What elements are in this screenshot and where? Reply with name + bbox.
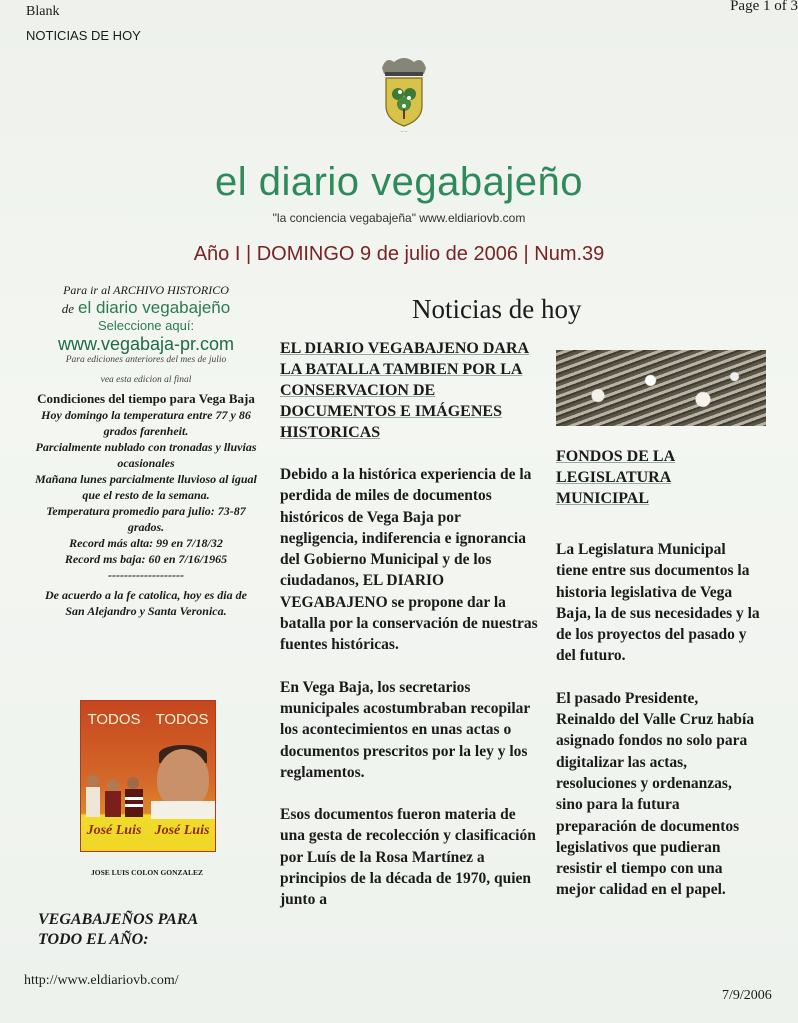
slogan-line: VEGABAJEÑOS PARA	[38, 911, 199, 928]
sidebar	[34, 283, 258, 619]
weather-line: Hoy domingo la temperatura entre 77 y 86 grados farenheit.	[41, 408, 251, 438]
article-legislatura	[556, 350, 796, 901]
previous-editions-note: Para ediciones anteriores del mes de julio	[65, 355, 227, 365]
article-paragraph: Esos documentos fueron materia de una gesta de recolección y clasificación por Luís de la Rosa Martínez a principios de la década de 1970, quien junto a	[280, 806, 536, 909]
masthead-tagline: "la conciencia vegabajeña" www.eldiariovb.com	[272, 211, 526, 225]
archive-de: de	[61, 301, 75, 316]
weather-title: Condiciones del tiempo para Vega Baja	[37, 391, 255, 406]
article-paragraph: Debido a la histórica experiencia de la perdida de miles de documentos históricos de Vega Baja por negligencia, indiferencia e ignorancia del Gobierno Municipal y de los ciudadanos, EL DIARIO VEGABAJENO se propone dar la batalla por la conservación de nuestras fuentes históricas.	[280, 466, 538, 654]
archive-link-name[interactable]: el diario vegabajeño	[78, 298, 231, 317]
page-indicator: Page 1 of 3	[730, 0, 798, 14]
archive-name-line	[34, 298, 258, 318]
masthead-title: el diario vegabajeño	[214, 160, 584, 204]
weather-line: Temperatura promedio para julio: 73-87 grados.	[46, 504, 246, 534]
ad-caption: JOSE LUIS COLON GONZALEZ	[91, 868, 203, 877]
candidate-portrait	[157, 749, 209, 809]
dateline: Año I | DOMINGO 9 de julio de 2006 | Num.39	[193, 243, 605, 265]
header-section-title: NOTICIAS DE HOY	[26, 28, 141, 43]
divider-dashes: -------------------	[108, 568, 184, 582]
campaign-ad-image	[80, 700, 216, 852]
see-end-note: vea esta edicion al final	[100, 375, 192, 385]
header-label-blank: Blank	[26, 4, 60, 19]
coat-of-arms-icon	[376, 54, 432, 134]
saint-of-day: De acuerdo a la fe catolica, hoy es dia de San Alejandro y Santa Veronica.	[45, 588, 247, 618]
article-conservacion	[280, 338, 542, 911]
weather-line: Record ms baja: 60 en 7/16/1965	[64, 552, 228, 566]
slogan-line: TODO EL AÑO:	[38, 931, 149, 948]
article-paragraph: En Vega Baja, los secretarios municipales acostumbraban recopilar los acontecimientos en unas actas o documentos prescritos por la ley y los reglamentos.	[280, 678, 531, 781]
article-paragraph: La Legislatura Municipal tiene entre sus documentos la historia legislativa de Vega Baja, la de sus necesidades y la de los proyectos del pasado y del futuro.	[556, 541, 760, 665]
supporters-icon	[83, 773, 147, 817]
weather-line: Parcialmente nublado con tronadas y lluvias ocasionales	[35, 440, 257, 470]
archive-url-link[interactable]: www.vegabaja-pr.com	[57, 334, 235, 354]
svg-text:~ ~: ~ ~	[400, 130, 408, 134]
ad-logo: José Luis	[154, 823, 210, 838]
weather-line: Record más alta: 99 en 7/18/32	[69, 536, 223, 550]
section-title: Noticias de hoy	[412, 294, 582, 324]
footer-url: http://www.eldiariovb.com/	[24, 973, 179, 988]
archive-intro: Para ir al ARCHIVO HISTORICO	[63, 283, 229, 297]
footer-date: 7/9/2006	[722, 988, 772, 1003]
ad-slogan: TODOS	[87, 711, 141, 728]
ad-slogan: TODOS	[155, 711, 209, 728]
article-headline[interactable]: EL DIARIO VEGABAJENO DARA LA BATALLA TAMBIEN POR LA CONSERVACION DE DOCUMENTOS E IMÁGENES HISTORICAS	[280, 340, 530, 441]
historic-town-photo	[556, 350, 766, 426]
ad-logo: José Luis	[86, 823, 142, 838]
article-headline[interactable]: FONDOS DE LA LEGISLATURA MUNICIPAL	[556, 448, 676, 507]
weather-line: Mañana lunes parcialmente lluvioso al igual que el resto de la semana.	[35, 472, 257, 502]
select-here-label: Seleccione aquí:	[97, 318, 195, 333]
bottom-slogan	[38, 910, 198, 950]
article-paragraph: El pasado Presidente, Reinaldo del Valle Cruz había asignado fondos no solo para digitalizar las actas, resoluciones y ordenanzas, sino para la futura preparación de documentos legislativos que pudieran resistir el tiempo con una mejor calidad en el papel.	[556, 689, 755, 899]
